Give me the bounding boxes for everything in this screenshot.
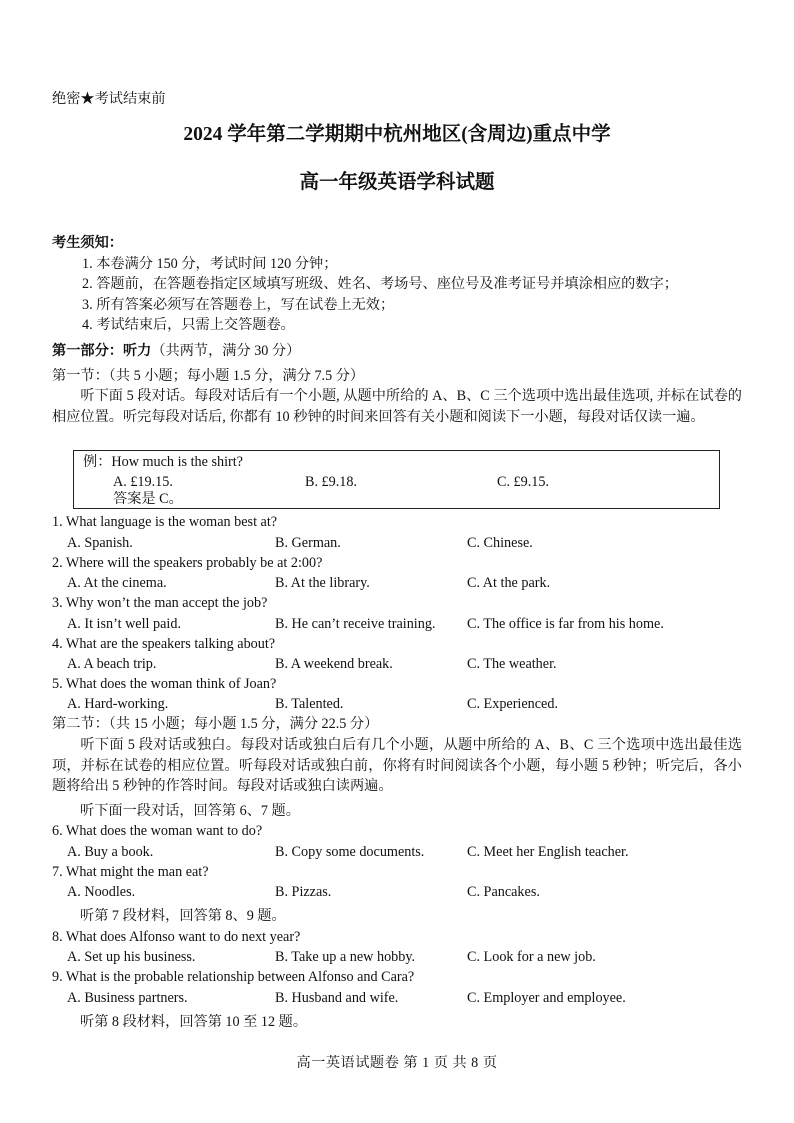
- option-6b: B. Copy some documents.: [275, 844, 425, 860]
- part1-heading: [52, 341, 300, 361]
- notice-item: 1. 本卷满分 150 分，考试时间 120 分钟；: [82, 256, 338, 272]
- lead-in-10-12: 听第 8 段材料，回答第 10 至 12 题。: [80, 1014, 308, 1030]
- option-8c: C. Look for a new job.: [467, 949, 596, 965]
- question-9: 9. What is the probable relationship between Alfonso and Cara?: [52, 969, 415, 985]
- option-7a: A. Noodles.: [67, 884, 136, 900]
- option-8b: B. Take up a new hobby.: [275, 949, 416, 965]
- option-5b: B. Talented.: [275, 696, 344, 712]
- question-2: 2. Where will the speakers probably be at 2:00?: [52, 555, 323, 571]
- question-8: 8. What does Alfonso want to do next year?: [52, 929, 301, 945]
- question-6: 6. What does the woman want to do?: [52, 823, 263, 839]
- notice-item: 3. 所有答案必须写在答题卷上，写在试卷上无效；: [82, 297, 395, 313]
- option-8a: A. Set up his business.: [67, 949, 196, 965]
- part1-heading-rest: （共两节，满分 30 分）: [151, 343, 301, 359]
- option-2a: A. At the cinema.: [67, 575, 167, 591]
- example-answer: 答案是 C。: [113, 491, 183, 507]
- option-1b: B. German.: [275, 535, 341, 551]
- example-question: 例：How much is the shirt?: [83, 454, 243, 470]
- notice-item: 4. 考试结束后，只需上交答题卷。: [82, 317, 295, 333]
- section2-instructions: 听下面 5 段对话或独白。每段对话或独白后有几个小题，从题中所给的 A、B、C 三个选项中选出最佳选项，并标在试卷的相应位置。听每段对话或独白前，你将有时间阅读各个小题，每小题 5 秒钟；听完后，各小题将给出 5 秒钟的作答时间。每段对话或独白读两遍。: [52, 737, 742, 794]
- option-5a: A. Hard-working.: [67, 696, 169, 712]
- option-9a: A. Business partners.: [67, 990, 188, 1006]
- notice-heading: 考生须知：: [52, 235, 123, 251]
- example-option-a: A. £19.15.: [113, 474, 173, 490]
- option-9b: B. Husband and wife.: [275, 990, 399, 1006]
- example-box: [73, 450, 720, 509]
- question-3: 3. Why won’t the man accept the job?: [52, 595, 268, 611]
- option-2c: C. At the park.: [467, 575, 551, 591]
- exam-title: 2024 学年第二学期期中杭州地区(含周边)重点中学: [183, 124, 611, 145]
- example-option-c: C. £9.15.: [497, 474, 550, 490]
- option-3a: A. It isn’t well paid.: [67, 616, 182, 632]
- lead-in-6-7: 听下面一段对话，回答第 6、7 题。: [80, 803, 300, 819]
- question-4: 4. What are the speakers talking about?: [52, 636, 276, 652]
- part1-heading-bold: 第一部分：听力: [52, 343, 152, 359]
- option-2b: B. At the library.: [275, 575, 370, 591]
- option-9c: C. Employer and employee.: [467, 990, 626, 1006]
- option-7b: B. Pizzas.: [275, 884, 332, 900]
- section1-heading: 第一节：（共 5 小题；每小题 1.5 分，满分 7.5 分）: [52, 368, 365, 384]
- notice-item: 2. 答题前，在答题卷指定区域填写班级、姓名、考场号、座位号及准考证号并填涂相应的数字；: [82, 276, 678, 292]
- question-5: 5. What does the woman think of Joan?: [52, 676, 277, 692]
- page-footer: 高一英语试题卷 第 1 页 共 8 页: [296, 1055, 498, 1071]
- option-4b: B. A weekend break.: [275, 656, 393, 672]
- confidential-mark: 绝密★考试结束前: [52, 91, 166, 107]
- question-1: 1. What language is the woman best at?: [52, 514, 278, 530]
- exam-subtitle: 高一年级英语学科试题: [299, 172, 495, 193]
- option-1c: C. Chinese.: [467, 535, 533, 551]
- section2-heading: 第二节：（共 15 小题；每小题 1.5 分，满分 22.5 分）: [52, 716, 379, 732]
- question-7: 7. What might the man eat?: [52, 864, 209, 880]
- option-3c: C. The office is far from his home.: [467, 616, 664, 632]
- option-6a: A. Buy a book.: [67, 844, 154, 860]
- option-4a: A. A beach trip.: [67, 656, 157, 672]
- option-5c: C. Experienced.: [467, 696, 558, 712]
- example-option-b: B. £9.18.: [305, 474, 358, 490]
- option-1a: A. Spanish.: [67, 535, 133, 551]
- lead-in-8-9: 听第 7 段材料，回答第 8、9 题。: [80, 908, 286, 924]
- option-4c: C. The weather.: [467, 656, 557, 672]
- option-3b: B. He can’t receive training.: [275, 616, 436, 632]
- section1-instructions: 听下面 5 段对话。每段对话后有一个小题, 从题中所给的 A、B、C 三个选项中选出最佳选项, 并标在试卷的相应位置。听完每段对话后, 你都有 10 秒钟的时间来回答有关小题和阅读下一小题，每段对话仅读一遍。: [52, 388, 742, 425]
- option-7c: C. Pancakes.: [467, 884, 540, 900]
- option-6c: C. Meet her English teacher.: [467, 844, 629, 860]
